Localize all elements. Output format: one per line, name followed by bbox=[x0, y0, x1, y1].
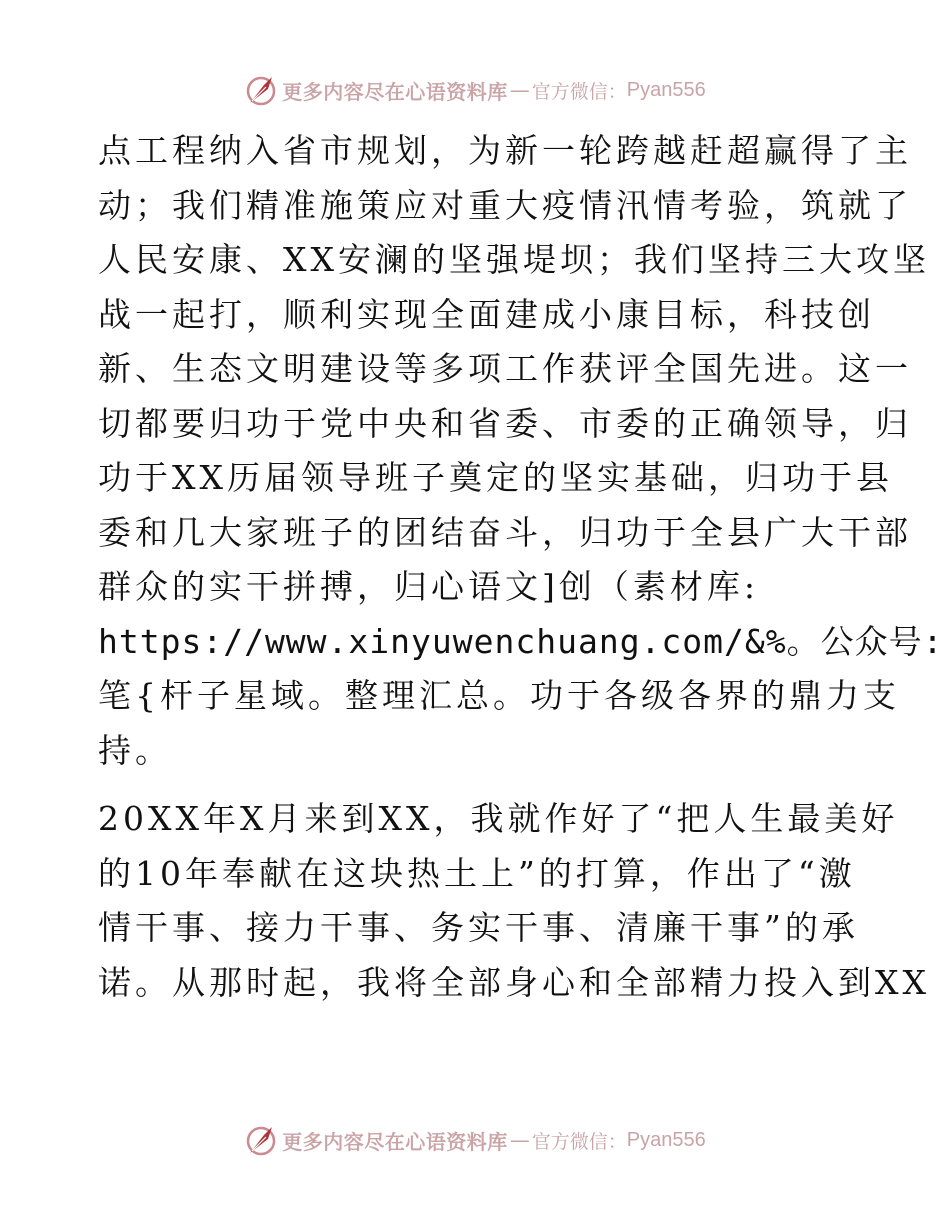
footer-watermark bbox=[0, 1120, 950, 1160]
watermark-text: 更多内容尽在心语资料库 bbox=[282, 79, 508, 104]
text-line: 笔{杆子星域。整理汇总。功于各级各界的鼎力支 bbox=[98, 676, 900, 715]
text-line: 委和几大家班子的团结奋斗，归功于全县广大干部 bbox=[98, 512, 912, 552]
text-line: 点工程纳入省市规划，为新一轮跨越赶超赢得了主 bbox=[98, 131, 912, 170]
quill-logo-icon bbox=[244, 73, 278, 107]
text-line: 人民安康、XX安澜的坚强堤坝；我们坚持三大攻坚 bbox=[98, 240, 930, 279]
text-line: 功于XX历届领导班子奠定的坚实基础，归功于县 bbox=[98, 458, 893, 497]
watermark-text: 更多内容尽在心语资料库 bbox=[282, 1129, 508, 1154]
text-line: 持。 bbox=[98, 730, 172, 770]
watermark-wechat-id: Pyan556 bbox=[626, 78, 706, 101]
text-line: 切都要归功于党中央和省委、市委的正确领导，归 bbox=[98, 403, 912, 443]
text-line: 动；我们精准施策应对重大疫情汛情考验，筑就了 bbox=[98, 185, 912, 225]
paragraph-2 bbox=[98, 792, 930, 1010]
paragraph-gap bbox=[98, 778, 858, 792]
watermark-separator: — bbox=[509, 78, 530, 102]
watermark-separator: — bbox=[509, 1128, 530, 1152]
paragraph-1 bbox=[98, 124, 944, 778]
text-line: 新、生态文明建设等多项工作获评全国先进。这一 bbox=[98, 349, 912, 388]
quill-logo-icon bbox=[244, 1123, 278, 1157]
document-body bbox=[98, 124, 944, 1010]
url-line: https://www.xinyuwenchuang.com/&%。公众号: bbox=[98, 621, 944, 661]
watermark-wechat-label: 官方微信： bbox=[531, 1130, 627, 1153]
watermark-wechat-label: 官方微信： bbox=[531, 80, 627, 103]
text-line: 战一起打，顺利实现全面建成小康目标，科技创 bbox=[98, 294, 875, 334]
watermark-wechat-id: Pyan556 bbox=[626, 1128, 706, 1151]
text-line: 的10年奉献在这块热土上”的打算，作出了“激 bbox=[98, 853, 856, 893]
text-line: 20XX年X月来到XX，我就作好了“把人生最美好 bbox=[98, 799, 899, 838]
text-line: 诺。从那时起，我将全部身心和全部精力投入到XX bbox=[98, 962, 930, 1002]
header-watermark bbox=[0, 70, 950, 110]
text-line: 群众的实干拼搏，归心语文]创（素材库: bbox=[98, 567, 759, 606]
text-line: 情干事、接力干事、务实干事、清廉干事”的承 bbox=[98, 908, 859, 947]
